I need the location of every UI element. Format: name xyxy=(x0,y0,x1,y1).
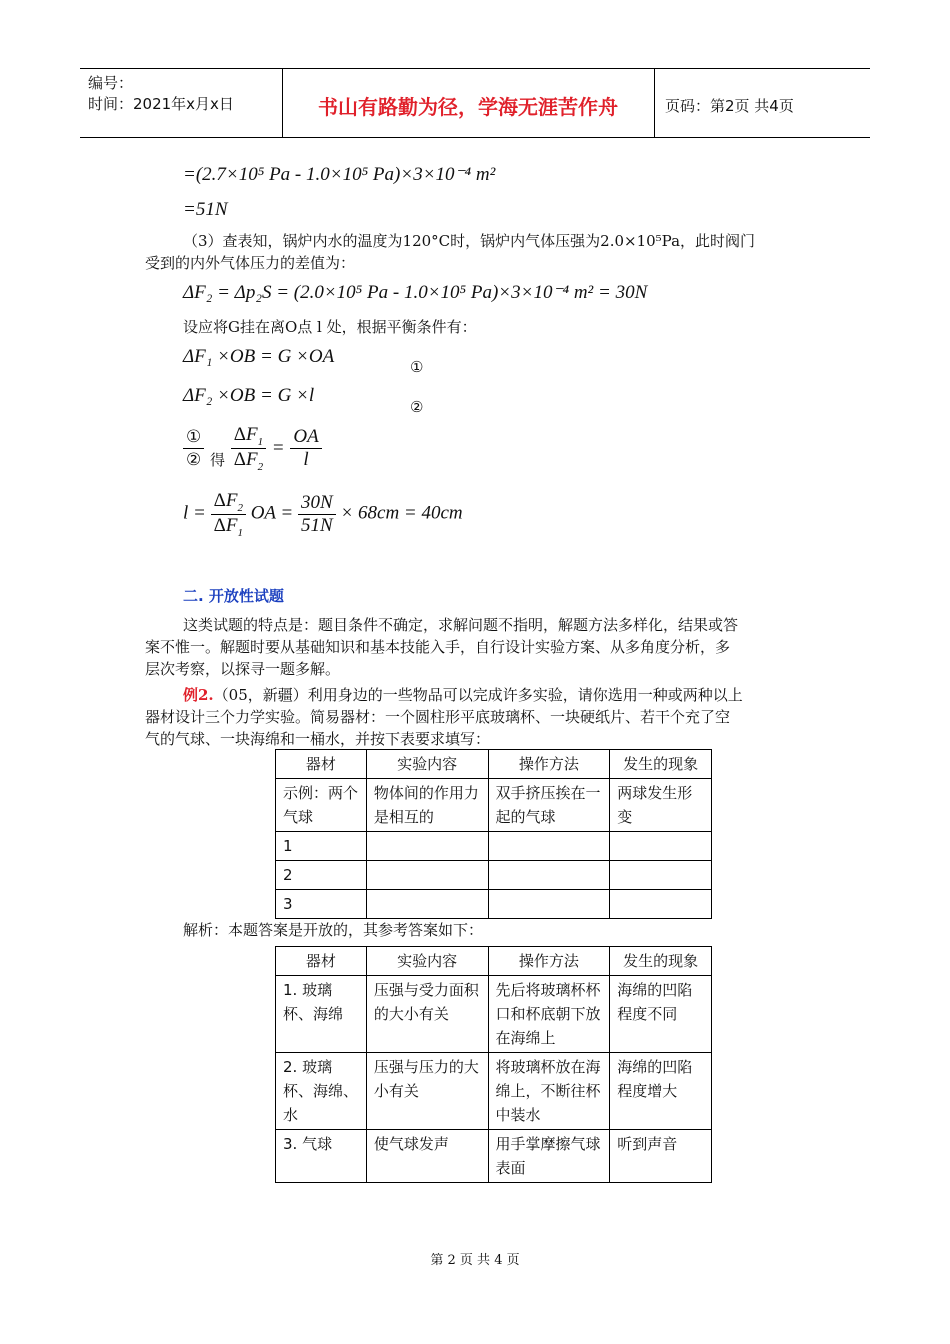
para3-line1: （3）查表知，锅炉内水的温度为120°C时，锅炉内气体压强为2.0×10⁵Pa，此时阀门 xyxy=(183,232,756,250)
motto: 书山有路勤为径，学海无涯苦作舟 xyxy=(318,95,618,119)
para3-line2: 受到的内外气体压力的差值为： xyxy=(145,254,356,272)
table-header: 器材 实验内容 操作方法 发生的现象 xyxy=(276,750,712,779)
equation-2: =51N xyxy=(183,199,228,220)
equation-6: $\frac{\text{①}}{\text{②}}$ $_得$ $\frac{\Delta F_1}{\Delta F_2}$ = $\frac{OA}{l}$ xyxy=(183,424,322,473)
page-code: 页码：第2页 共4页 xyxy=(665,97,794,115)
example-line2: 器材设计三个力学实验。简易器材：一个圆柱形平底玻璃杯、一块硬纸片、若干个充了空 xyxy=(145,708,731,726)
fraction-30n-51n: $\frac{30N}{51N}$ xyxy=(298,492,336,537)
equation-3: ΔF₂ = Δp₂S = (2.0×10⁵ Pa - 1.0×10⁵ Pa)×3×10⁻⁴ m² = 30N xyxy=(183,282,648,303)
example-line1: 例2.（05，新疆）利用身边的一些物品可以完成许多实验，请你选用一种或两种以上 xyxy=(183,686,743,704)
section-p3: 层次考察，以探寻一题多解。 xyxy=(145,660,341,678)
section-p2: 案不惟一。解题时要从基础知识和基本技能入手，自行设计实验方案、从多角度分析，多 xyxy=(145,638,731,656)
table-row: 1. 玻璃杯、海绵 压强与受力面积的大小有关 先后将玻璃杯杯口和杯底朝下放在海绵上 海绵的凹陷程度不同 xyxy=(276,976,712,1053)
example-label: 例2. xyxy=(183,686,214,704)
experiment-table xyxy=(275,749,712,919)
table-header: 器材 实验内容 操作方法 发生的现象 xyxy=(276,947,712,976)
table-row: 示例：两个气球 物体间的作用力是相互的 双手挤压挨在一起的气球 两球发生形变 xyxy=(276,779,712,832)
equation-7: l = $\frac{\Delta F_2}{\Delta F_1}$ OA = $\frac{30N}{51N}$ × 68cm = 40cm xyxy=(183,490,463,539)
header-left-cell xyxy=(80,69,283,137)
answer-table xyxy=(275,946,712,1183)
fraction-df2-df1: $\frac{\Delta F_2}{\Delta F_1}$ xyxy=(211,490,246,539)
table-row: 3. 气球 使气球发声 用手掌摩擦气球表面 听到声音 xyxy=(276,1130,712,1183)
table-row: 2 xyxy=(276,861,712,890)
number-label: 编号： xyxy=(88,74,134,92)
mark-1: ① xyxy=(410,358,424,376)
section-p1: 这类试题的特点是：题目条件不确定，求解问题不指明，解题方法多样化，结果或答 xyxy=(183,616,739,634)
mark-ratio: $\frac{\text{①}}{\text{②}}$ xyxy=(183,426,204,471)
page-header xyxy=(80,68,870,138)
equation-4: ΔF₁ ×OB = G ×OA xyxy=(183,346,335,367)
example-line3: 气的气球、一块海绵和一桶水，并按下表要求填写： xyxy=(145,730,491,748)
date-label: 时间：2021年x月x日 xyxy=(88,95,234,113)
fraction-df: $\frac{\Delta F_1}{\Delta F_2}$ xyxy=(231,424,266,473)
table-row: 2. 玻璃杯、海绵、水 压强与压力的大小有关 将玻璃杯放在海绵上，不断往杯中装水 海绵的凹陷程度增大 xyxy=(276,1053,712,1130)
table-row: 1 xyxy=(276,832,712,861)
page-footer: 第 2 页 共 4 页 xyxy=(430,1253,520,1268)
mark-2: ② xyxy=(410,398,424,416)
equation-1: =(2.7×10⁵ Pa - 1.0×10⁵ Pa)×3×10⁻⁴ m² xyxy=(183,164,496,185)
header-right-cell xyxy=(654,69,871,137)
equation-5: ΔF₂ ×OB = G ×l xyxy=(183,385,315,406)
fraction-oa-l: $\frac{OA}{l}$ xyxy=(290,426,321,471)
table-row: 3 xyxy=(276,890,712,919)
ratio-de: 得 xyxy=(209,451,225,470)
set-line: 设应将G挂在离O点 l 处，根据平衡条件有： xyxy=(183,318,477,336)
section-title: 二. 开放性试题 xyxy=(183,587,284,605)
analysis-line: 解析：本题答案是开放的，其参考答案如下： xyxy=(183,921,484,939)
